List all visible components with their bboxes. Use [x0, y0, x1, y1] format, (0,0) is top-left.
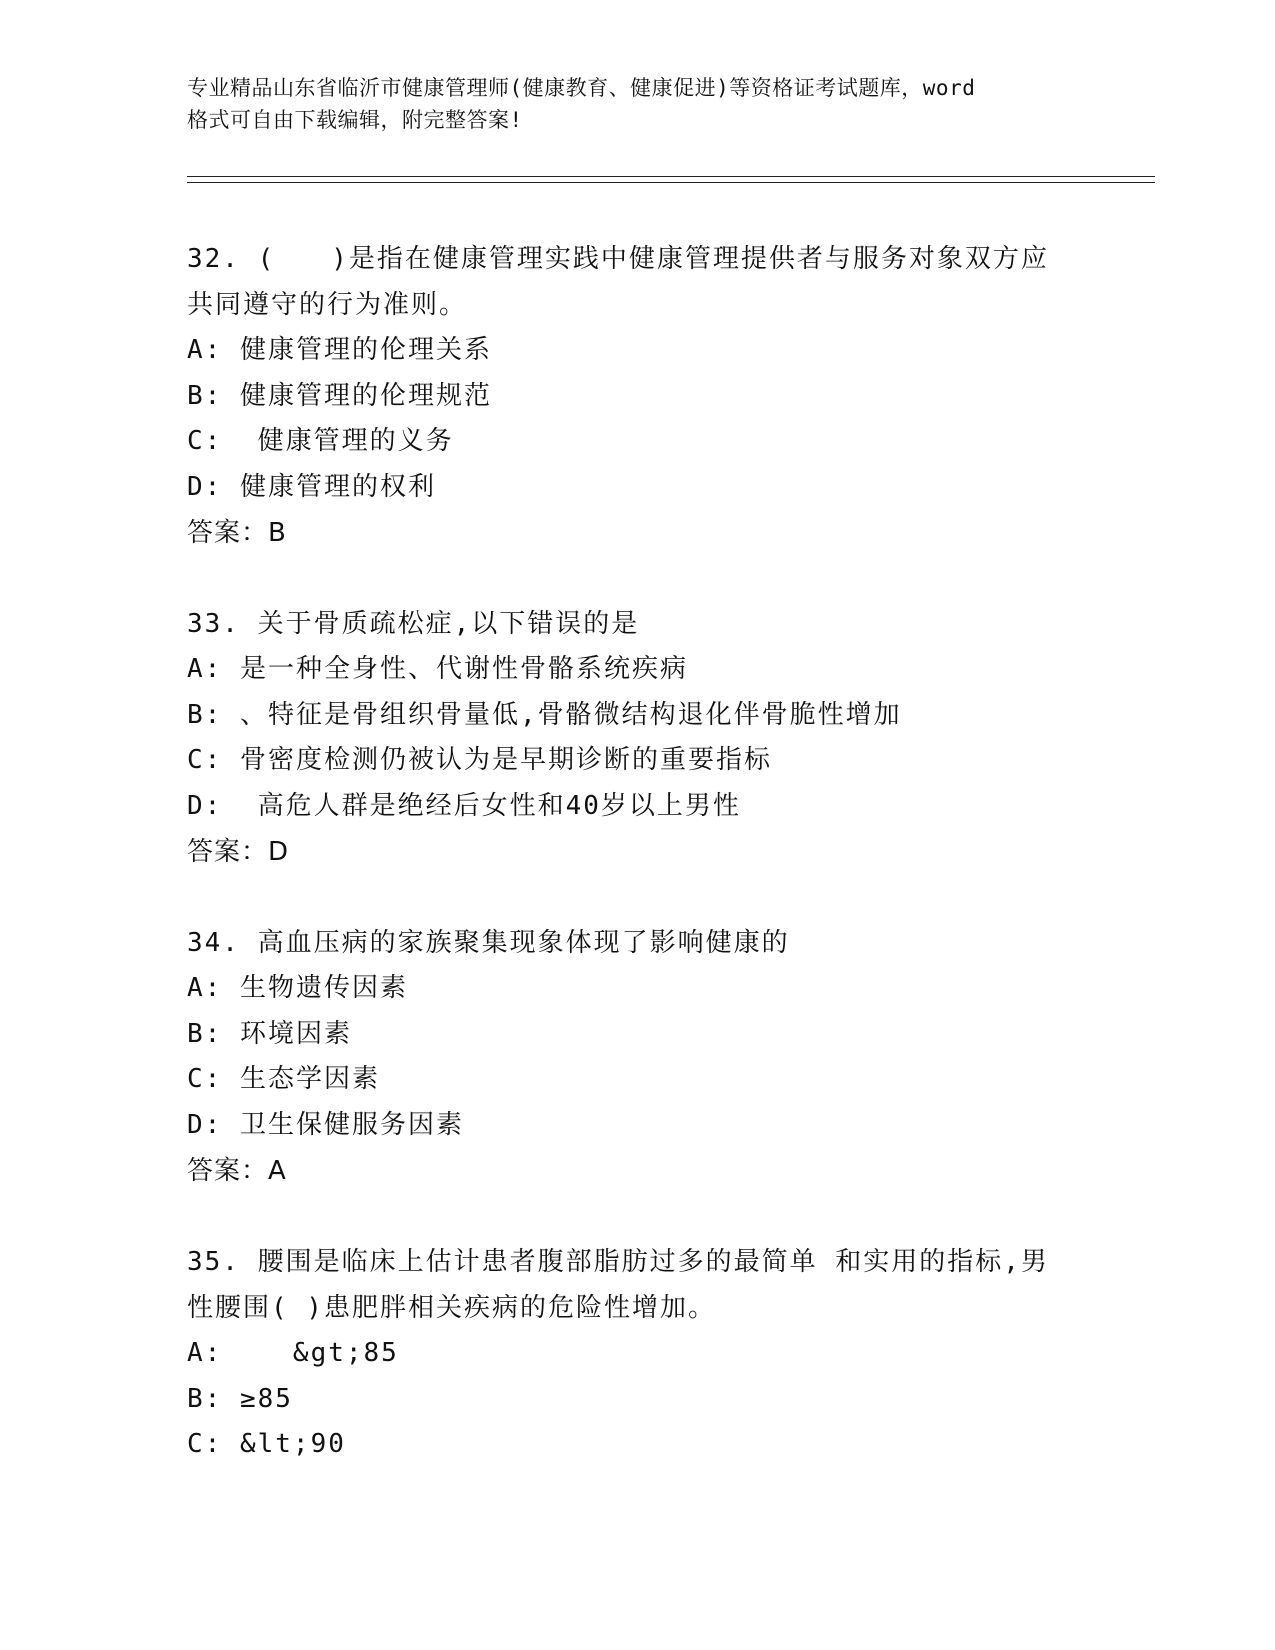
- option-d: D: 卫生保健服务因素: [187, 1109, 464, 1140]
- option-b: B: 健康管理的伦理规范: [187, 380, 492, 411]
- header-divider-bottom: [187, 182, 1155, 183]
- option-a: A: 健康管理的伦理关系: [187, 335, 492, 365]
- question-34: [187, 920, 1087, 1194]
- option-d: D: 高危人群是绝经后女性和40岁以上男性: [187, 790, 741, 821]
- option-b: B: 环境因素: [187, 1018, 352, 1049]
- question-stem-line: 性腰围( )患肥胖相关疾病的危险性增加。: [187, 1293, 716, 1323]
- question-32: [187, 236, 1087, 556]
- header-divider-top: [187, 176, 1155, 177]
- question-33: [187, 601, 1087, 875]
- option-b: B: ≥85: [187, 1383, 293, 1414]
- option-c: C: &lt;90: [187, 1429, 346, 1459]
- question-list: [187, 236, 1087, 1513]
- question-stem-line: 共同遵守的行为准则。: [187, 290, 468, 320]
- header-line-1: 专业精品山东省临沂市健康管理师(健康教育、健康促进)等资格证考试题库，word: [187, 76, 976, 100]
- question-stem-line: 32. ( )是指在健康管理实践中健康管理提供者与服务对象双方应: [187, 244, 1049, 274]
- answer: 答案：A: [187, 1156, 287, 1186]
- answer: 答案：D: [187, 837, 290, 867]
- question-stem: [187, 920, 1087, 966]
- header-line-2: 格式可自由下载编辑，附完整答案!: [187, 108, 523, 132]
- document-header: [187, 72, 1087, 136]
- question-stem-line: 34. 高血压病的家族聚集现象体现了影响健康的: [187, 928, 790, 958]
- option-c: C: 骨密度检测仍被认为是早期诊断的重要指标: [187, 745, 772, 775]
- answer: 答案：B: [187, 518, 287, 548]
- option-a: A: &gt;85: [187, 1338, 399, 1368]
- question-stem-line: 35. 腰围是临床上估计患者腹部脂肪过多的最简单 和实用的指标,男: [187, 1247, 1049, 1277]
- option-c: C: 健康管理的义务: [187, 426, 454, 456]
- question-stem: [187, 236, 1087, 328]
- option-b: B: 、特征是骨组织骨量低,骨骼微结构退化伴骨脆性增加: [187, 699, 902, 730]
- question-stem-line: 33. 关于骨质疏松症,以下错误的是: [187, 609, 640, 639]
- question-stem: [187, 601, 1087, 647]
- question-35: [187, 1239, 1087, 1468]
- question-stem: [187, 1239, 1087, 1331]
- option-d: D: 健康管理的权利: [187, 471, 436, 502]
- option-a: A: 生物遗传因素: [187, 973, 408, 1003]
- option-c: C: 生态学因素: [187, 1064, 380, 1094]
- option-a: A: 是一种全身性、代谢性骨骼系统疾病: [187, 654, 688, 684]
